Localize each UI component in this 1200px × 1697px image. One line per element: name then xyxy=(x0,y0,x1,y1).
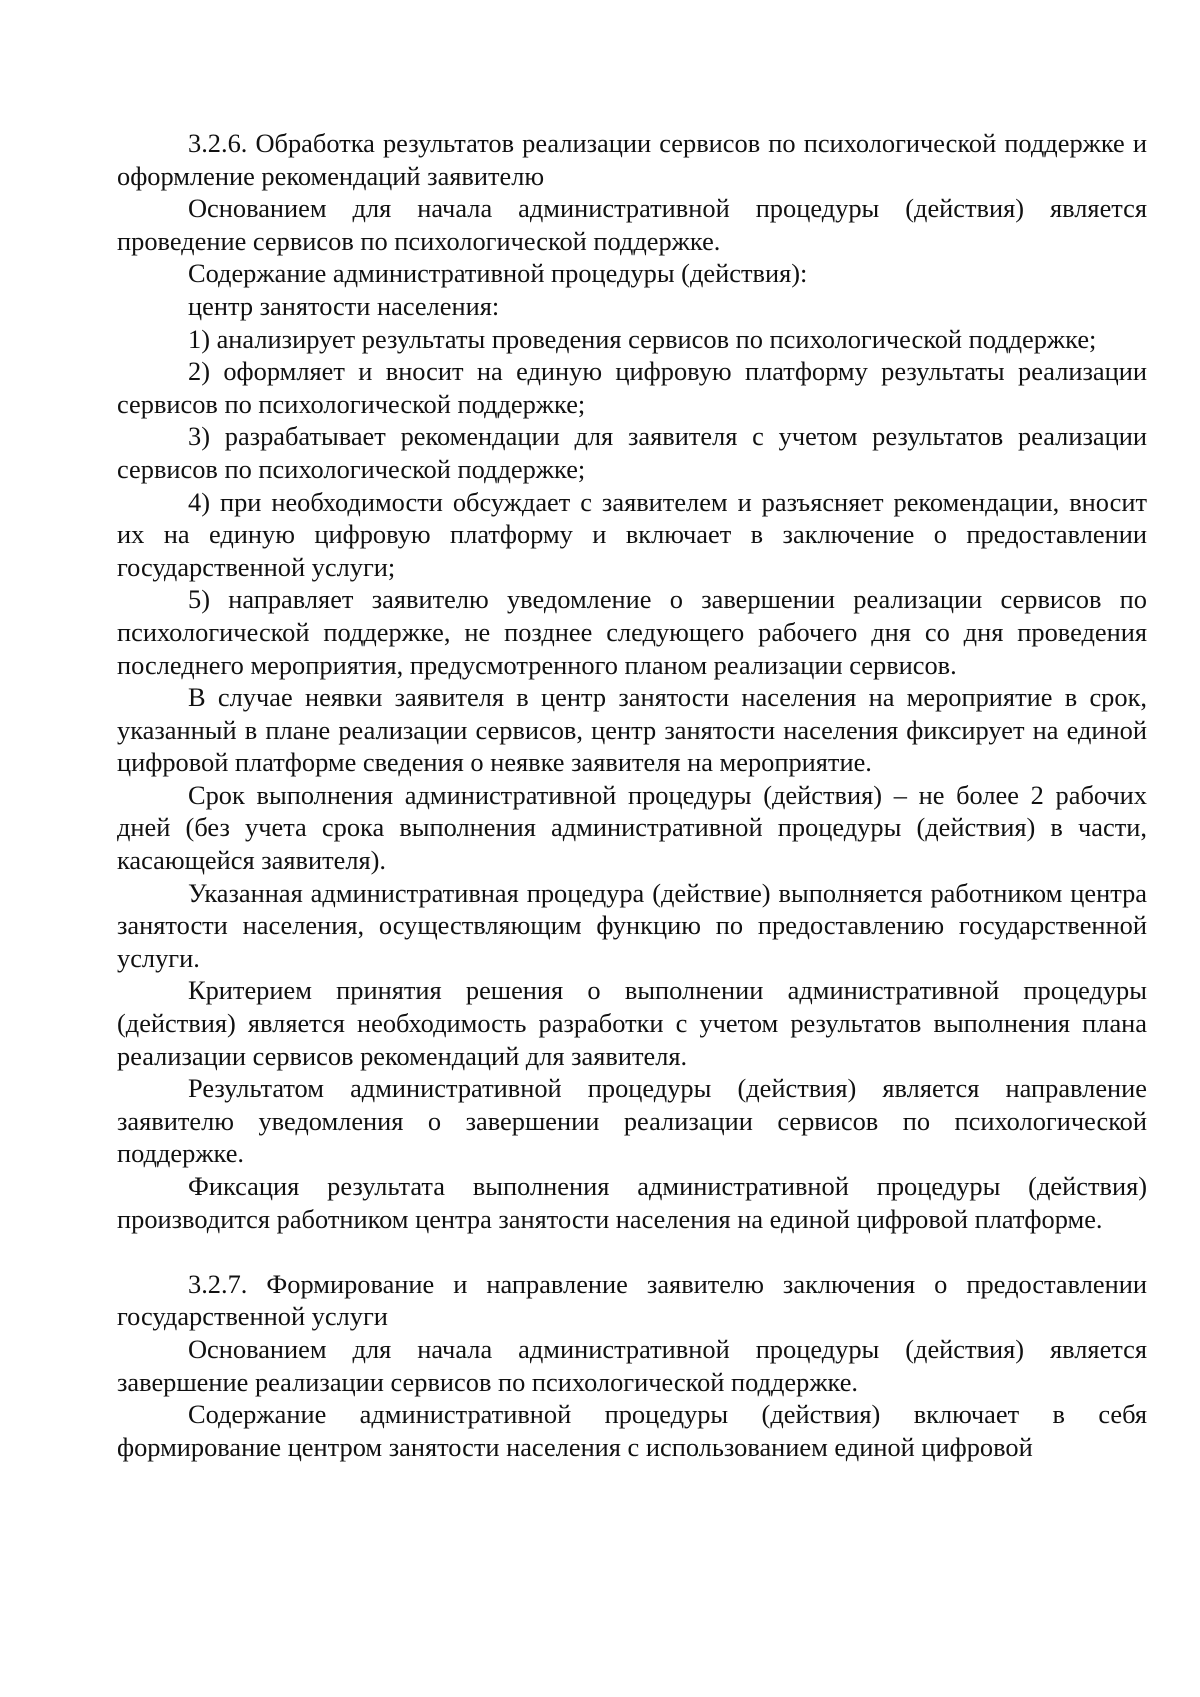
section-326-basis: Основанием для начала административной процедуры (действия) является проведение сервисов по психологической поддержке. xyxy=(117,193,1147,256)
list-item: 5) направляет заявителю уведомление о завершении реализации сервисов по психологической поддержке, не позднее следующего рабочего дня со дня проведения последнего мероприятия, предусмотренного планом реализации сервисов. xyxy=(117,584,1147,680)
section-326-criterion: Критерием принятия решения о выполнении административной процедуры (действия) является необходимость разработки с учетом результатов выполнения плана реализации сервисов рекомендаций для заявителя. xyxy=(117,975,1147,1071)
section-326-deadline: Срок выполнения административной процедуры (действия) – не более 2 рабочих дней (без учета срока выполнения административной процедуры (действия) в части, касающейся заявителя). xyxy=(117,779,1147,876)
list-item: 4) при необходимости обсуждает с заявителем и разъясняет рекомендации, вносит их на единую цифровую платформу и включает в заключение о предоставлении государственной услуги; xyxy=(117,486,1147,582)
section-326-fixation: Фиксация результата выполнения административной процедуры (действия) производится работником центра занятости населения на единой цифровой платформе. xyxy=(117,1171,1147,1234)
section-326-no-show: В случае неявки заявителя в центр занятости населения на мероприятие в срок, указанный в плане реализации сервисов, центр занятости населения фиксирует на единой цифровой платформе сведения о неявке заявителя на мероприятие. xyxy=(117,682,1147,778)
section-spacer xyxy=(117,1235,1147,1268)
section-326-performer: Указанная административная процедура (действие) выполняется работником центра занятости населения, осуществляющим функцию по предоставлению государственной услуги. xyxy=(117,877,1147,973)
list-item: 1) анализирует результаты проведения сервисов по психологической поддержке; xyxy=(188,323,1097,354)
section-326-content-intro: Содержание административной процедуры (действия): xyxy=(188,258,808,289)
section-326-result: Результатом административной процедуры (действия) является направление заявителю уведомления о завершении реализации сервисов по психологической поддержке. xyxy=(117,1073,1147,1169)
document-page xyxy=(117,127,1147,1463)
list-item: 2) оформляет и вносит на единую цифровую платформу результаты реализации сервисов по психологической поддержке; xyxy=(117,356,1147,419)
list-item: 3) разрабатывает рекомендации для заявителя с учетом результатов реализации сервисов по психологической поддержке; xyxy=(117,421,1147,484)
section-327-heading: 3.2.7. Формирование и направление заявителю заключения о предоставлении государственной услуги xyxy=(117,1268,1147,1332)
section-326-heading: 3.2.6. Обработка результатов реализации сервисов по психологической поддержке и оформление рекомендаций заявителю xyxy=(117,128,1147,191)
section-327-basis: Основанием для начала административной процедуры (действия) является завершение реализации сервисов по психологической поддержке. xyxy=(117,1333,1147,1397)
section-327-content: Содержание административной процедуры (действия) включает в себя формирование центром занятости населения с использованием единой цифровой xyxy=(117,1399,1147,1462)
section-326-actor: центр занятости населения: xyxy=(188,290,500,321)
